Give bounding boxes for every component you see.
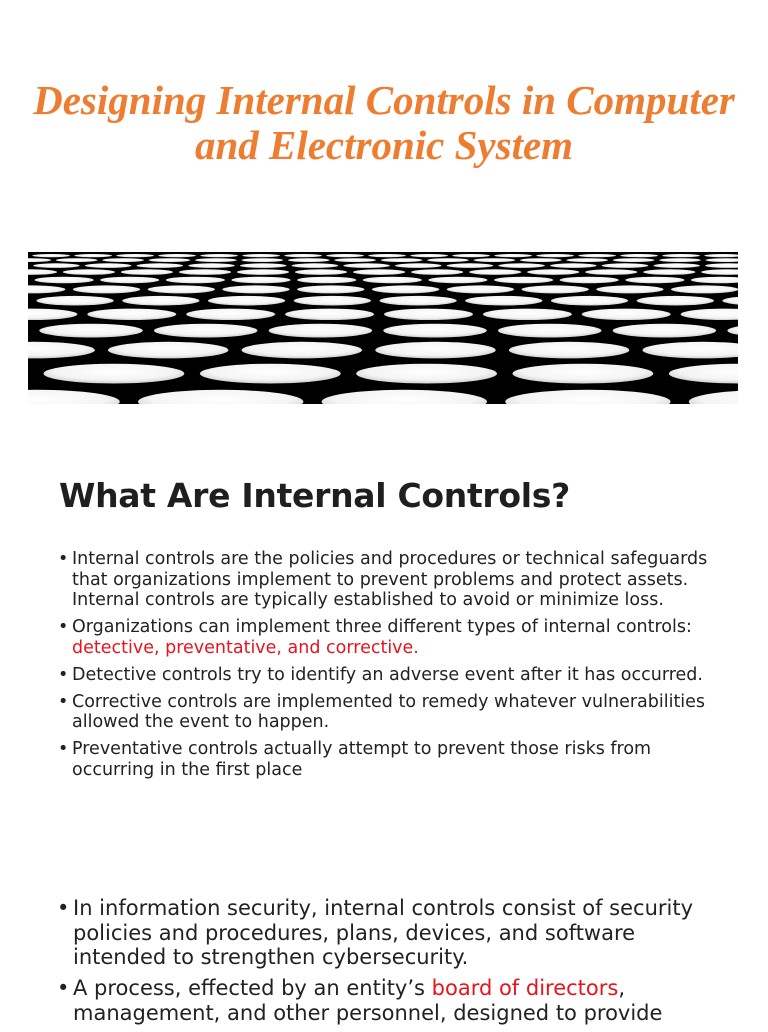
disc-shape (297, 277, 356, 284)
disc-shape (582, 309, 671, 320)
definition-bullet-list (72, 549, 732, 787)
disc-shape (242, 254, 280, 257)
disc-shape (334, 258, 376, 262)
disc-shape (585, 269, 637, 275)
disc-shape (643, 269, 695, 275)
disc-shape (28, 390, 120, 404)
disc-shape (560, 277, 619, 284)
disc-shape (100, 277, 159, 284)
disc-shape (269, 324, 372, 338)
disc-shape (427, 258, 469, 262)
disc-shape (116, 254, 154, 257)
disc-shape (231, 277, 290, 284)
disc-shape (343, 263, 390, 268)
disc-shape (566, 258, 608, 262)
disc-shape (28, 285, 65, 293)
disc-shape (483, 309, 572, 320)
disc-shape (494, 254, 532, 257)
disc-shape (154, 324, 257, 338)
disc-shape (73, 285, 140, 293)
disc-shape (200, 364, 341, 384)
disc-shape (102, 258, 144, 262)
disc-shape (669, 364, 738, 384)
disc-shape (353, 269, 405, 275)
disc-shape (410, 254, 448, 257)
disc-shape (602, 263, 649, 268)
disc-shape (32, 254, 70, 257)
disc-shape (138, 390, 303, 404)
disc-shape (465, 296, 542, 306)
disc-shape (498, 263, 545, 268)
disc-shape (613, 324, 716, 338)
disc-shape (208, 296, 285, 306)
disc-shape (447, 285, 514, 293)
disc-shape (356, 364, 497, 384)
disc-shape (372, 285, 439, 293)
disc-shape (701, 269, 738, 275)
bullet-text: In information security, internal controls consist of security policies and procedures, plans, devices, and software intended to strengthen cybersecurity. (73, 896, 694, 969)
disc-shape (179, 269, 231, 275)
list-item (72, 692, 732, 733)
disc-shape (37, 296, 114, 306)
disc-shape (469, 269, 521, 275)
disc-shape (322, 390, 487, 404)
disc-shape (56, 258, 98, 262)
disc-shape (85, 263, 132, 268)
disc-shape (527, 269, 579, 275)
disc-shape (121, 269, 173, 275)
disc-shape (395, 263, 442, 268)
disc-shape (428, 277, 487, 284)
disc-shape (188, 263, 235, 268)
disc-shape (368, 254, 406, 257)
disc-shape (522, 285, 589, 293)
disc-shape (704, 254, 738, 257)
disc-shape (380, 296, 457, 306)
disc-shape (241, 258, 283, 262)
bullet-text: Corrective controls are implemented to remedy whatever vulnerabilities allowed the event to happen. (72, 691, 706, 732)
disc-shape (691, 277, 738, 284)
disc-shape (637, 296, 714, 306)
disc-shape (705, 263, 738, 268)
disc-shape (200, 254, 238, 257)
disc-shape (74, 254, 112, 257)
disc-shape (625, 277, 684, 284)
list-item (73, 896, 723, 970)
disc-shape (294, 296, 371, 306)
information-security-bullet-list (73, 896, 723, 1032)
disc-shape (28, 309, 77, 320)
disc-shape (384, 309, 473, 320)
slide-title: Designing Internal Controls in Computer and Electronic System (33, 77, 735, 168)
disc-shape (166, 277, 225, 284)
bullet-text-after: , management, and other personnel, designed to provide (73, 976, 663, 1025)
disc-shape (33, 263, 80, 268)
disc-shape (662, 254, 700, 257)
disc-shape (240, 263, 287, 268)
bullet-text: Internal controls are the policies and procedures or technical safeguards that organizations implement to prevent problems and protect assets. Internal controls are typically established to avoid or minimize loss. (72, 549, 708, 610)
disc-shape (297, 285, 364, 293)
disc-shape (550, 263, 597, 268)
list-item (73, 976, 723, 1025)
disc-shape (659, 258, 701, 262)
disc-shape (498, 324, 601, 338)
list-item (72, 665, 732, 686)
disc-shape (137, 263, 184, 268)
disc-shape (63, 269, 115, 275)
hero-image (28, 252, 738, 404)
disc-shape (653, 263, 700, 268)
disc-shape (28, 342, 95, 359)
disc-shape (186, 309, 275, 320)
disc-shape (35, 277, 94, 284)
list-item (72, 739, 732, 780)
disc-shape (295, 269, 347, 275)
disc-shape (122, 296, 199, 306)
highlighted-control-types: detective, preventative, and corrective. (72, 637, 419, 658)
section-heading: What Are Internal Controls? (59, 476, 570, 515)
disc-shape (28, 269, 57, 275)
disc-shape (87, 309, 176, 320)
disc-shape (285, 309, 374, 320)
disc-shape (44, 364, 185, 384)
disc-shape (727, 324, 738, 338)
bullet-text-before: A process, effected by an entity’s (73, 976, 432, 1000)
disc-shape (505, 390, 670, 404)
disc-shape (158, 254, 196, 257)
disc-shape (452, 254, 490, 257)
disc-shape (536, 254, 574, 257)
disc-shape (39, 324, 142, 338)
disc-shape (411, 269, 463, 275)
disc-shape (494, 277, 553, 284)
disc-shape (28, 258, 51, 262)
disc-shape (222, 285, 289, 293)
disc-shape (284, 254, 322, 257)
highlighted-board-of-directors: board of directors (431, 976, 619, 1000)
disc-shape (242, 342, 362, 359)
disc-shape (383, 324, 486, 338)
bullet-text: Organizations can implement three different types of internal controls: (72, 617, 692, 637)
disc-shape (292, 263, 339, 268)
bullet-text: Detective controls try to identify an adverse event after it has occurred. (72, 664, 703, 685)
bullet-text: Preventative controls actually attempt to prevent those risks from occurring in the first place (72, 739, 652, 780)
list-item (72, 549, 732, 611)
disc-shape (509, 342, 629, 359)
disc-shape (447, 263, 494, 268)
disc-shape (375, 342, 495, 359)
disc-shape (689, 390, 738, 404)
disc-shape (681, 309, 738, 320)
white-discs-pattern-image (28, 252, 738, 404)
disc-shape (237, 269, 289, 275)
disc-shape (620, 254, 658, 257)
disc-shape (381, 258, 423, 262)
disc-shape (326, 254, 364, 257)
disc-shape (613, 258, 655, 262)
disc-shape (520, 258, 562, 262)
disc-shape (363, 277, 422, 284)
list-item (72, 617, 732, 658)
disc-shape (288, 258, 330, 262)
disc-shape (643, 342, 739, 359)
disc-shape (578, 254, 616, 257)
disc-shape (148, 285, 215, 293)
disc-shape (671, 285, 738, 293)
disc-shape (474, 258, 516, 262)
disc-shape (513, 364, 654, 384)
disc-shape (551, 296, 628, 306)
disc-shape (195, 258, 237, 262)
disc-shape (596, 285, 663, 293)
disc-shape (108, 342, 228, 359)
disc-shape (722, 296, 738, 306)
disc-shape (149, 258, 191, 262)
disc-shape (706, 258, 739, 262)
